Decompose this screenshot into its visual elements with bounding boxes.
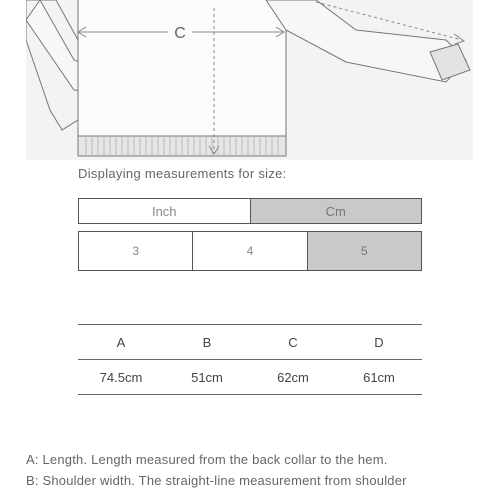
value-b: 51cm: [191, 369, 223, 385]
measurement-notes: [26, 449, 486, 491]
size-caption: Displaying measurements for size:: [78, 166, 287, 181]
value-d: 61cm: [363, 369, 395, 385]
size-4-button[interactable]: 4: [193, 231, 307, 271]
header-d: D: [374, 334, 384, 350]
sleeve-arrow: [454, 34, 464, 44]
unit-cm-button[interactable]: Cm: [251, 198, 423, 224]
value-a: 74.5cm: [99, 369, 143, 385]
size-5-button[interactable]: 5: [308, 231, 422, 271]
garment-diagram: [26, 0, 473, 160]
unit-toggle: [78, 198, 422, 224]
header-c: C: [288, 334, 298, 350]
unit-inch-button[interactable]: Inch: [78, 198, 251, 224]
value-c: 62cm: [277, 369, 309, 385]
note-length: A: Length. Length measured from the back collar to the hem.: [26, 452, 388, 467]
header-a: A: [116, 334, 126, 350]
header-b: B: [202, 334, 212, 350]
table-row: [78, 360, 422, 395]
label-c: C: [174, 25, 186, 42]
sweater-illustration: [26, 0, 473, 160]
size-3-button[interactable]: 3: [78, 231, 193, 271]
note-shoulder: B: Shoulder width. The straight-line measurement from shoulder: [26, 473, 407, 488]
size-selector: [78, 231, 422, 271]
right-arm: [266, 0, 466, 82]
table-header-row: [78, 325, 422, 360]
body-outline: [78, 0, 286, 136]
measurement-table: [78, 324, 422, 395]
